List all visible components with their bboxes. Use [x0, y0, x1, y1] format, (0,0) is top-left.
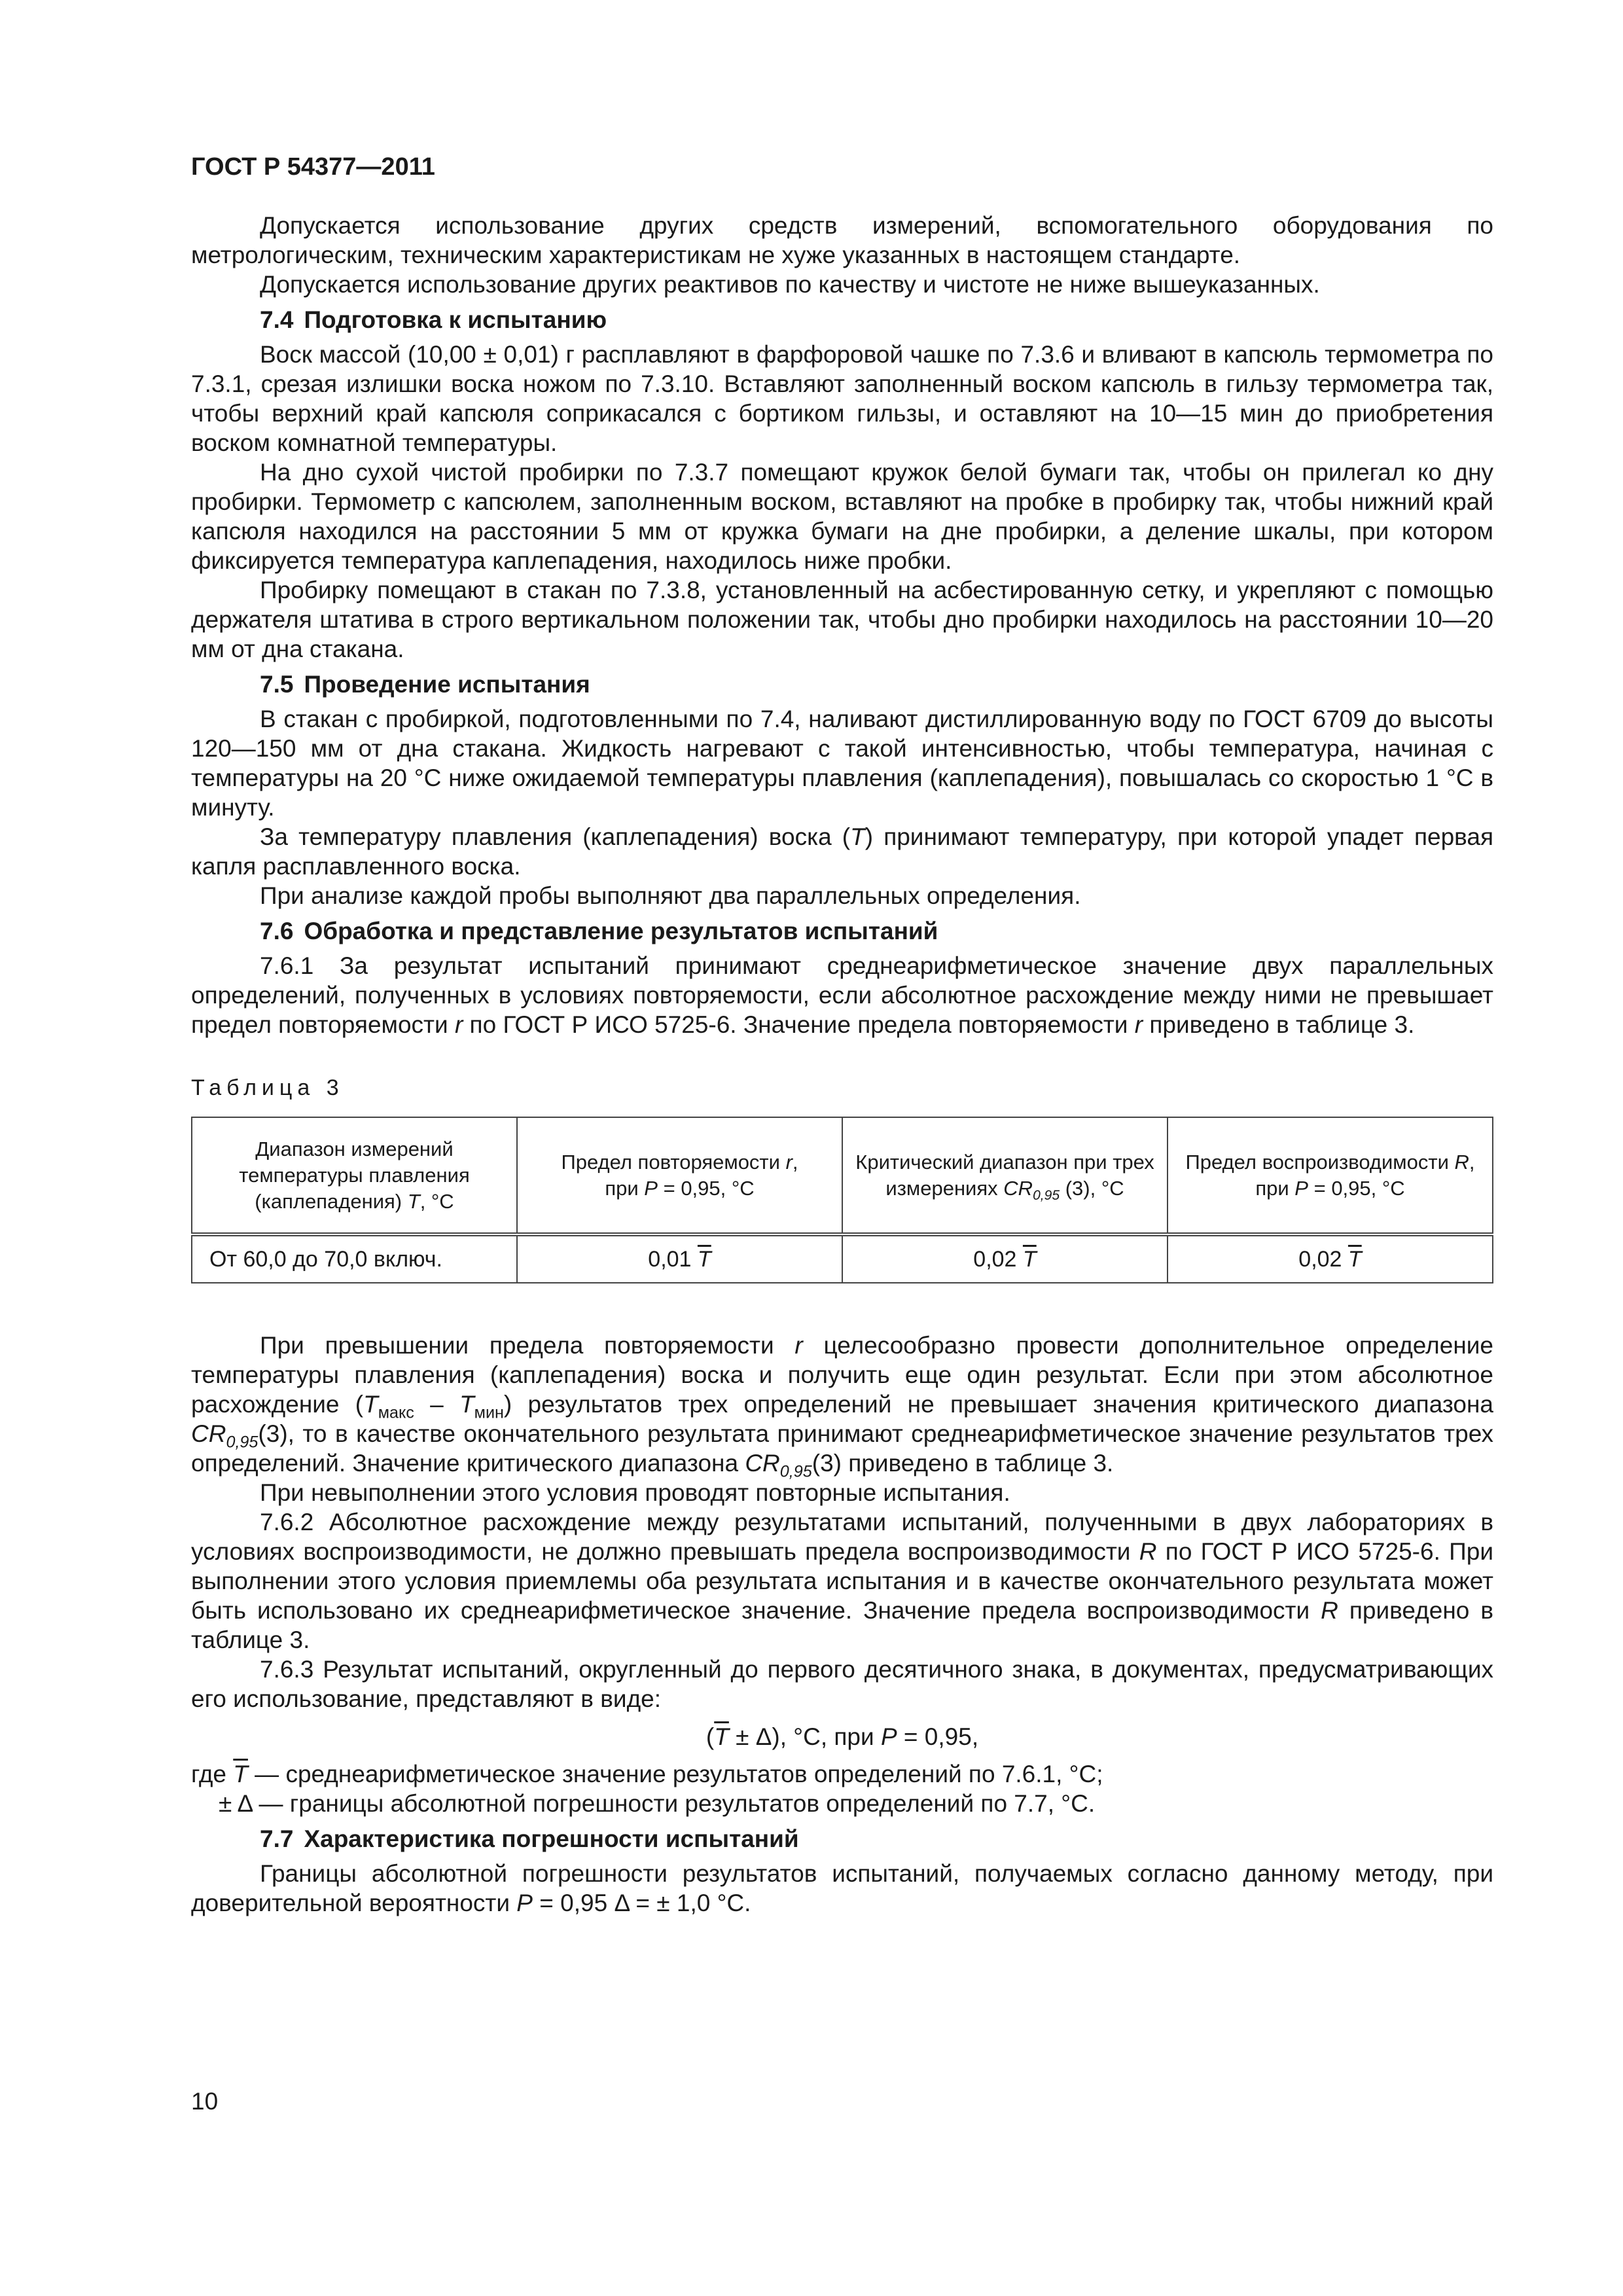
paragraph-repeatability-exceeded: При превышении предела повторяемости r целесообразно провести дополнительное определение температуры плавления (каплепадения) воска и получить еще один результат. Если при этом абсолютное расхождение $(T_{макс} - T_{мин})$ результатов трех определений не превышает значения критического диапазона $CR_{0,95}(3)$, то в качестве окончательного результата принимают среднеарифметическое значение результатов трех определений. Значение критического диапазона $CR_{0,95}(3)$ приведено в таблице 3.: [191, 1332, 1494, 1481]
section-heading-7-7: [191, 1823, 1493, 1855]
section-title: Обработка и представление результатов испытаний: [304, 918, 938, 944]
paragraph-7-6-2: 7.6.2 Абсолютное расхождение между результатами испытаний, полученными в двух лабораториях в условиях воспроизводимости, не должно превышать предела воспроизводимости R по ГОСТ Р ИСО 5725-6. При выполнении этого условия приемлемы оба результата испытания и в качестве окончательного результата может быть использовано их среднеарифметическое значение. Значение предела воспроизводимости R приведено в таблице 3.: [191, 1509, 1494, 1653]
section-title: Проведение испытания: [304, 671, 590, 698]
paragraph-7-6-3: 7.6.3 Результат испытаний, округленный до первого десятичного знака, в документах, предусматривающих его использование, представляют в виде:: [191, 1656, 1493, 1712]
paragraph-error-bounds: Границы абсолютной погрешности результатов испытаний, получаемых согласно данному методу, при доверительной вероятности P = 0,95 Δ = ± 1,0 °С.: [191, 1860, 1493, 1916]
section-number: 7.6: [260, 918, 294, 944]
page-number: 10: [191, 2088, 219, 2115]
table-row: [192, 1234, 1493, 1283]
section-number: 7.5: [260, 671, 294, 698]
paragraph-melting-point-definition: За температуру плавления (каплепадения) воска (T) принимают температуру, при которой упадет первая капля расплавленного воска.: [191, 823, 1493, 880]
document-header: [191, 151, 1493, 183]
paragraph-repeat-tests: При невыполнении этого условия проводят повторные испытания.: [260, 1479, 1010, 1506]
paragraph-heating: В стакан с пробиркой, подготовленными по 7.4, наливают дистиллированную воду по ГОСТ 6709 до высоты 120—150 мм от дна стакана. Жидкость нагревают с такой интенсивностью, чтобы температура, начиная с температуры на 20 °С ниже ожидаемой температуры плавления (каплепадения), повышалась со скоростью 1 °С в минуту.: [191, 706, 1493, 821]
cell-range: От 60,0 до 70,0 включ.: [192, 1234, 517, 1283]
header-reproducibility: Предел воспроизводимости R, при P = 0,95, °С: [1168, 1117, 1493, 1234]
paragraph-7-6-1: 7.6.1 За результат испытаний принимают среднеарифметическое значение двух параллельных определений, полученных в условиях повторяемости, если абсолютное расхождение между ними не превышает предел повторяемости r по ГОСТ Р ИСО 5725-6. Значение предела повторяемости r приведено в таблице 3.: [191, 952, 1493, 1038]
header-range: Диапазон измерений температуры плавления (каплепадения) T, °С: [192, 1117, 517, 1234]
formula-legend: [191, 1759, 1493, 1818]
cell-critical-range: 0,02 $\overline{T}$: [842, 1234, 1168, 1283]
cell-repeatability: 0,01 $\overline{T}$: [517, 1234, 842, 1283]
paragraph-parallel-determinations: При анализе каждой пробы выполняют два параллельных определения.: [260, 882, 1081, 909]
paragraph-beaker-setup: Пробирку помещают в стакан по 7.3.8, установленный на асбестированную сетку, и укрепляют с помощью держателя штатива в строго вертикальном положении так, чтобы дно пробирки находилось на расстоянии 10—20 мм от дна стакана.: [191, 577, 1493, 662]
section-heading-7-4: [191, 304, 1493, 336]
header-repeatability: Предел повторяемости r, при P = 0,95, °С: [517, 1117, 842, 1234]
document-id: ГОСТ Р 54377—2011: [191, 153, 435, 181]
section-number: 7.7: [260, 1825, 294, 1852]
section-number: 7.4: [260, 306, 294, 333]
section-title: Характеристика погрешности испытаний: [304, 1825, 799, 1852]
paragraph-wax-melting: Воск массой (10,00 ± 0,01) г расплавляют в фарфоровой чашке по 7.3.6 и вливают в капсюль термометра по 7.3.1, срезая излишки воска ножом по 7.3.10. Вставляют заполненный воском капсюль в гильзу термометра так, чтобы верхний край капсюля соприкасался с бортиком гильзы, и оставляют на 10—15 мин до приобретения воском комнатной температуры.: [191, 341, 1493, 456]
cell-reproducibility: 0,02 $\overline{T}$: [1168, 1234, 1493, 1283]
paragraph-paper-disk: На дно сухой чистой пробирки по 7.3.7 помещают кружок белой бумаги так, чтобы он прилегал ко дну пробирки. Термометр с капсюлем, заполненным воском, вставляют на пробке в пробирку так, чтобы нижний край капсюля находился на расстоянии 5 мм от кружка бумаги на дне пробирки, а деление шкалы, при котором фиксируется температура каплепадения, находилось ниже пробки.: [191, 459, 1493, 574]
document-page: [191, 151, 1493, 1918]
paragraph-alt-instruments: Допускается использование других средств измерений, вспомогательного оборудования по метрологическим, техническим характеристикам не хуже указанных в настоящем стандарте.: [191, 212, 1493, 268]
section-heading-7-5: [191, 669, 1493, 700]
table-header-row: [192, 1117, 1493, 1234]
section-heading-7-6: [191, 916, 1493, 947]
result-formula: $(\overline{T} \pm \Delta)$, °С, при P = 0,95,: [705, 1723, 979, 1750]
paragraph-alt-reagents: Допускается использование других реактивов по качеству и чистоте не ниже вышеуказанных.: [260, 271, 1320, 298]
legend-mean: где $\overline{T}$ — среднеарифметическое значение результатов определений по 7.6.1, °С;: [191, 1761, 1103, 1787]
legend-error-bounds: ± Δ — границы абсолютной погрешности результатов определений по 7.7, °С.: [219, 1790, 1096, 1817]
section-title: Подготовка к испытанию: [304, 306, 607, 333]
table-caption: Таблица 3: [191, 1075, 344, 1100]
header-critical-range: Критический диапазон при трех измерениях $CR_{0,95}$ (3), °С: [842, 1117, 1168, 1234]
table-3: [191, 1117, 1493, 1283]
